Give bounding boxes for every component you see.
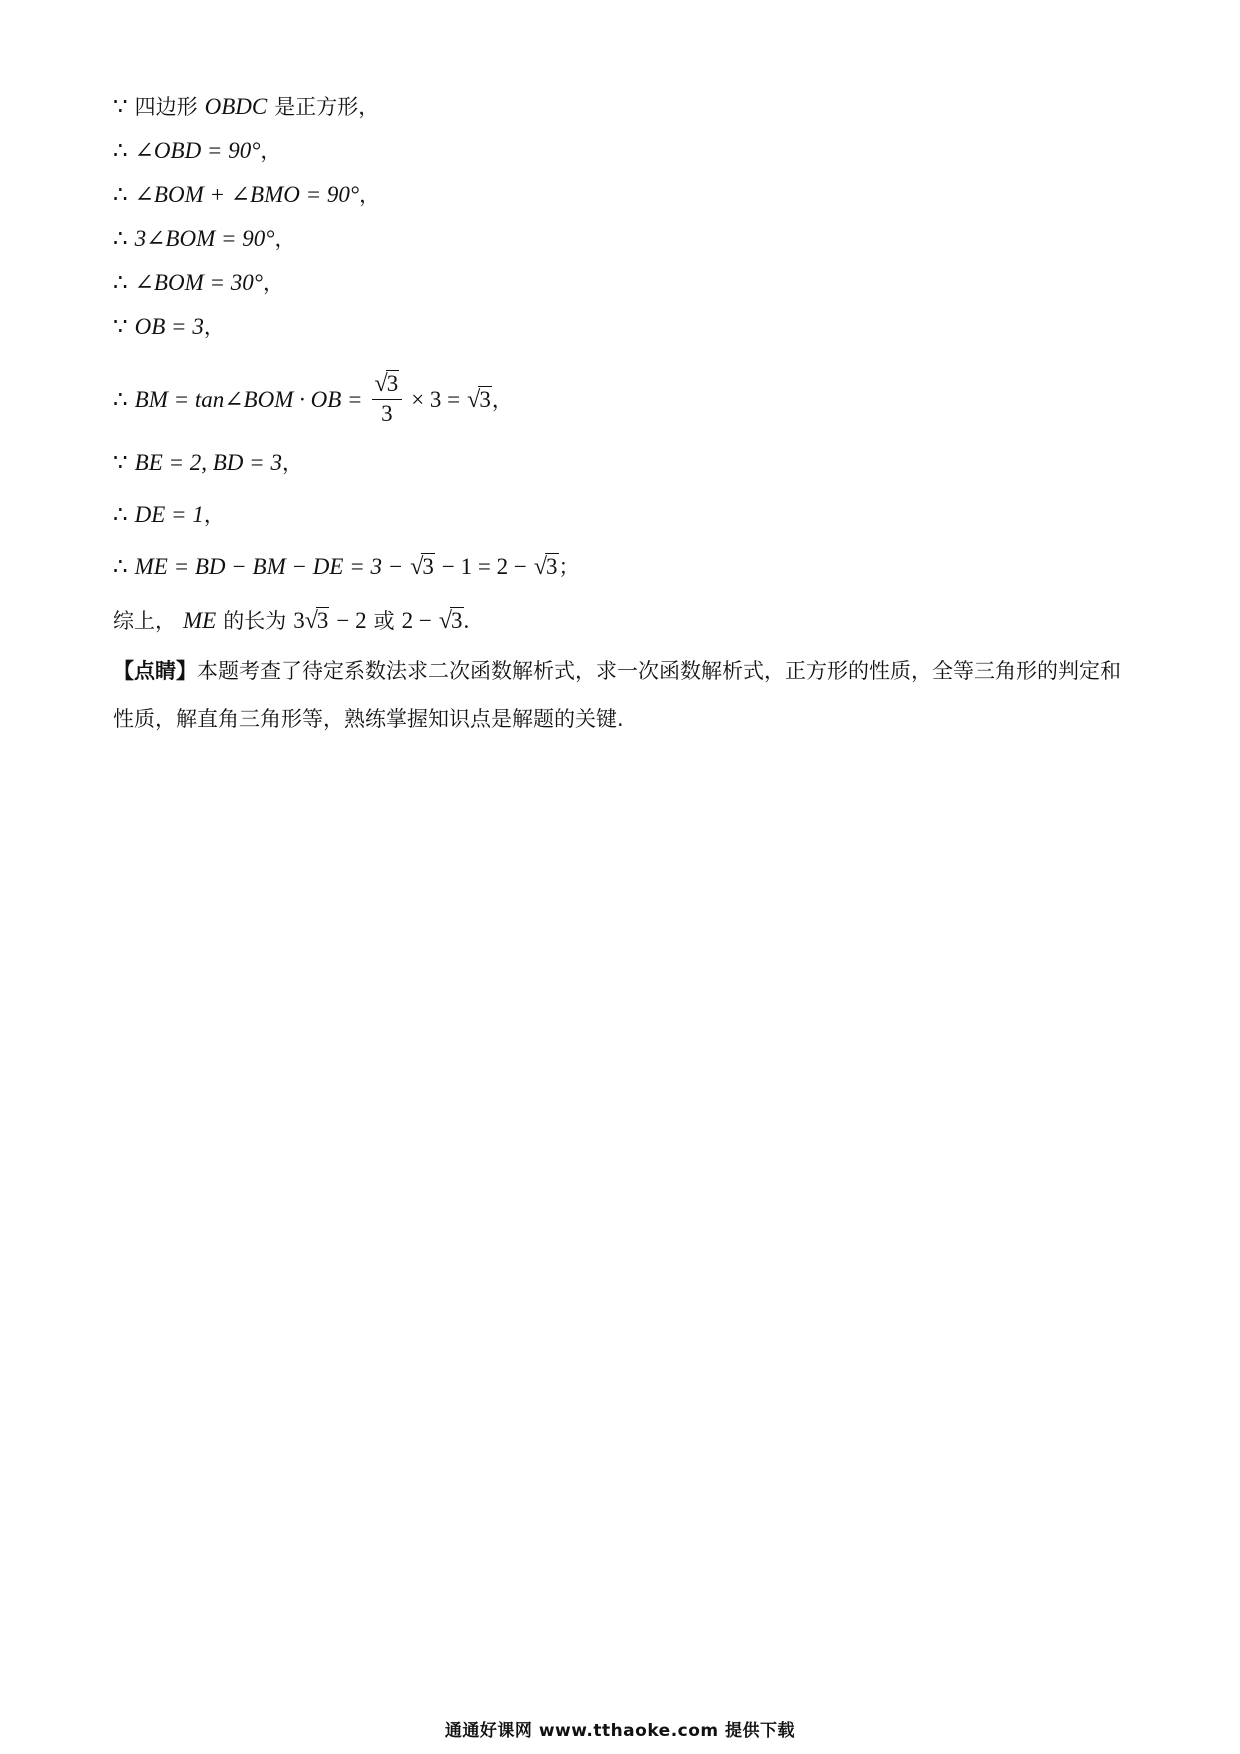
text: 的长为 (223, 609, 287, 633)
because-symbol: ∵ (113, 94, 128, 119)
proof-line-4 (113, 224, 295, 255)
punctuation: ； (558, 555, 580, 579)
proof-line-9 (113, 500, 225, 531)
math-expression: ∠BOM + ∠BMO = 90° (134, 182, 360, 207)
math-expression: 3 (293, 608, 305, 633)
therefore-symbol: ∴ (113, 502, 128, 527)
footer-text: 通通好课网 www.tthaoke.com 提供下载 (444, 1721, 796, 1741)
summary-line (113, 606, 469, 637)
math-expression: 3∠BOM = 90° (134, 226, 275, 251)
sqrt-symbol: √3 (533, 554, 558, 580)
therefore-symbol: ∴ (113, 138, 128, 163)
text: 或 (373, 609, 395, 633)
math-expression: − 2 (336, 608, 367, 633)
punctuation: . (463, 608, 470, 633)
punctuation: ， (262, 271, 284, 295)
because-symbol: ∵ (113, 450, 128, 475)
sqrt-symbol: √3 (304, 608, 329, 634)
punctuation: ， (274, 227, 296, 251)
proof-line-1 (113, 92, 379, 123)
math-expression: 2 − (401, 608, 432, 633)
therefore-symbol: ∴ (113, 387, 128, 412)
math-expression: DE = 1 (134, 502, 204, 527)
proof-line-7 (113, 372, 513, 430)
fraction (372, 370, 403, 428)
proof-line-2 (113, 136, 281, 167)
sqrt-symbol: √3 (410, 554, 434, 580)
math-expression: − 1 = 2 − (441, 554, 527, 579)
comment-label: 【点睛】 (113, 659, 197, 683)
therefore-symbol: ∴ (113, 554, 128, 579)
fraction-denominator: 3 (381, 401, 393, 426)
text: 综上， (113, 609, 176, 633)
comment-text: 本题考查了待定系数法求二次函数解析式，求一次函数解析式，正方形的性质，全等三角形的判定和性质，解直角三角形等，熟练掌握知识点是解题的关键. (113, 659, 1121, 731)
proof-line-3 (113, 180, 380, 211)
punctuation: ， (260, 139, 282, 163)
punctuation: ， (281, 451, 303, 475)
therefore-symbol: ∴ (113, 270, 128, 295)
punctuation: ， (359, 183, 381, 207)
proof-line-8 (113, 448, 303, 479)
text: 四边形 (134, 95, 198, 119)
math-expression: BE = 2, BD = 3 (134, 450, 282, 475)
math-expression: ME = BD − BM − DE = 3 − (134, 554, 404, 579)
math-expression: BM = tan∠BOM · OB = (134, 387, 363, 412)
proof-line-10 (113, 552, 580, 583)
proof-line-6 (113, 312, 225, 343)
math-expression: ∠OBD = 90° (134, 138, 261, 163)
sqrt-symbol: √3 (374, 371, 399, 397)
math-expression: × 3 = (411, 387, 461, 412)
sqrt-symbol: √3 (467, 387, 491, 413)
fraction-numerator (372, 370, 403, 400)
proof-line-5 (113, 268, 284, 299)
text: 是正方形， (274, 95, 380, 119)
therefore-symbol: ∴ (113, 226, 128, 251)
math-var: ME (183, 608, 217, 633)
math-var: OBDC (204, 94, 268, 119)
sqrt-symbol: √3 (438, 608, 463, 634)
punctuation: ， (203, 315, 225, 339)
math-expression: OB = 3 (134, 314, 204, 339)
math-expression: ∠BOM = 30° (134, 270, 263, 295)
punctuation: ， (203, 503, 225, 527)
because-symbol: ∵ (113, 314, 128, 339)
comment-paragraph (113, 647, 1123, 743)
punctuation: ， (491, 388, 513, 412)
therefore-symbol: ∴ (113, 182, 128, 207)
